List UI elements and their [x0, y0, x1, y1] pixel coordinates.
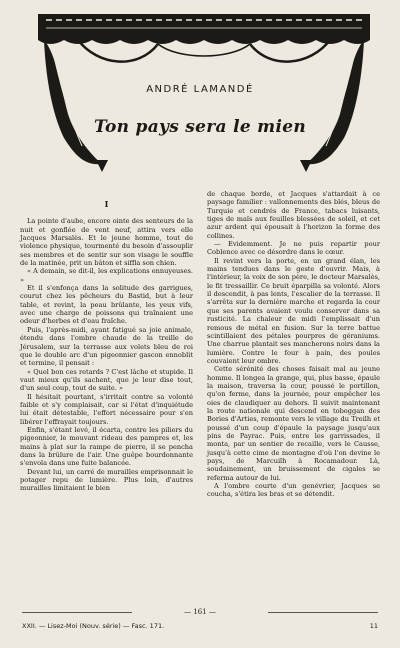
paragraph: « Quel bon ces retards ? C'est lâche et stupide. Il vaut mieux qu'ils sachent, que je leur dise tout, d'un seul coup, tout de suite. »: [20, 367, 193, 393]
footer-rule-right: [268, 612, 378, 613]
paragraph: Et il s'enfonça dans la solitude des garrigues, courut chez les pêcheurs du Bastid, but à leur table, et revint, la peau brûlante, les yeux vifs, avec une charge de poissons qui traînaient une odeur d'herbes et d'eau fraîche.: [20, 284, 193, 326]
paragraph: Devant lui, un carré de murailles emprisonnait le potager repu de lumière. Plus loin, d'autres murailles limitaient le bien: [20, 467, 193, 493]
publication-info: XXII. — Lisez-Moi (Nouv. série) — Fasc. 171.: [22, 622, 165, 630]
right-column: [207, 190, 380, 499]
paragraph: A l'ombre courte d'un genévrier, Jacques se coucha, s'étira les bras et se détendit.: [207, 482, 380, 499]
paragraph: Cette sérénité des choses faisait mal au jeune homme. Il longea la grange, qui, plus basse, épaule la maison, traversa la cour, poussé le portillon, qu'on ferme, dans la journée, pour empêcher les oies de claudiquer au dehors. Il suivit maintenant la route nationale qui descend en toboggan des Bories d'Arties, remonte vers le village du Treilh et poussé d'un coup d'épaule la paysage jusqu'aux pins de Payrac. Puis, entre les garrissades, il monta, par un sentier de recaille, vers le Causse, jusqu'à cette cime de montagne d'où l'on devine le pays, de Marcuilh à Rocamadour. Là, soudainement, un bruissement de cigales se referma autour de lui.: [207, 365, 380, 482]
author-name: ANDRÉ LAMANDÉ: [146, 84, 254, 95]
paragraph: Puis, l'après-midi, ayant fatigué sa joie animale, étendu dans l'ombre chaude de la treille de Jérusalem, sur la terrasse aux volets bleu de roi que le double arc d'un pigeonnier gascon ennoblit et termine, il pensait :: [20, 325, 193, 368]
page-number: — 161 —: [184, 608, 216, 616]
paragraph: « A demain, se dit-il, les explications ennuyeuses. »: [20, 267, 193, 284]
story-title: Ton pays sera le mien: [94, 117, 306, 137]
paragraph: — Evidemment. Je ne puis repartir pour Coblence avec ce désordre dans le cœur.: [207, 240, 380, 257]
paragraph: La pointe d'aube, encore ointe des senteurs de la nuit et gonflée de vent neuf, attira vers elle Jacques Marsalès. Et le jeune homme, tout de violence physique, tourmenté du besoin d'assouplir ses membres et de sentir sur son visage le souffle de la matinée, prit un bâton et siffla son chien.: [20, 217, 193, 268]
left-column: [20, 200, 193, 493]
paragraph: de chaque borde, et Jacques s'attardait à ce paysage familier : vallonnements des blés, bleus de Turquie et cendrés de France, tabacs luisants, tiges de maïs aux feuilles blessées de soleil, et cet azur ardent qui épousait à l'horizon la forme des collines.: [207, 190, 380, 240]
paragraph: Enfin, s'étant levé, il écarta, contre les piliers du pigeonnier, le mouvant rideau des pampres et, les mains à plat sur la rampe de pierre, il se pencha dans la brûlure de l'air. Une guêpe bourdonnante s'envola dans une fuite balancée.: [20, 425, 193, 468]
paragraph: Il revint vers la porte, en un grand élan, les mains tendues dans le geste d'ouvrir. Mais, à l'intérieur, la voix de son père, le docteur Marsalès, le fit tressaillir. Ce bruit éparpilla sa volonté. Alors il descendit, à pas lents, l'escalier de la terrasse. Il s'arrêta sur la dernière marche et regarda la cour que ses parents avaient voulu conserver dans sa rusticité. La chaleur de midi l'emplissait d'un remous de métal en fusion. Sur la terre battue scintillaient des pétales pourpres de géraniums. Une charrue plantait ses mancherons noirs dans la lumière. Contre le four à pain, des poules couvaient leur ombre.: [207, 256, 380, 365]
paragraph: Il hésitait pourtant, s'irritait contre sa volonté faible et s'y complaisait, car si l'état d'inquiétude lui était détestable, l'effort nécessaire pour s'en libérer l'effrayait toujours.: [20, 392, 193, 426]
signature-mark: 11: [369, 622, 378, 630]
section-number: I: [104, 199, 109, 209]
